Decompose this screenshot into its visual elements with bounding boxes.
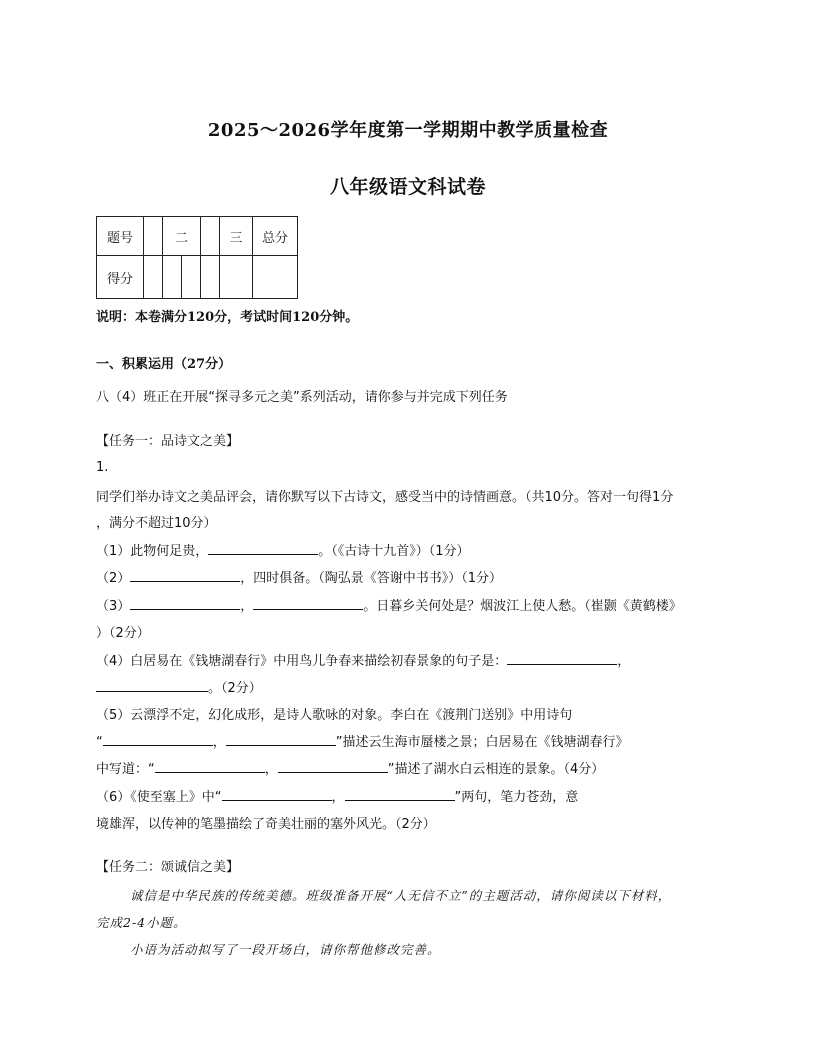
q1-item-6: （6）《使至塞上》中“ ， ”两句，笔力苍劲，意 bbox=[96, 790, 579, 805]
q1-instructions-line2: ，满分不超过10分） bbox=[96, 516, 217, 531]
score-cell-3 bbox=[201, 217, 220, 256]
score-table-header-row bbox=[97, 217, 298, 256]
task2-paragraph2: 小语为活动拟写了一段开场白，请你帮他修改完善。 bbox=[130, 942, 441, 957]
section1-intro: 八（4）班正在开展“探寻多元之美”系列活动，请你参与并完成下列任务 bbox=[96, 390, 508, 405]
score-input-2a bbox=[163, 256, 182, 299]
exam-title: 2025～2026学年度第一学期期中教学质量检查 bbox=[207, 120, 609, 141]
answer-blank[interactable] bbox=[253, 597, 363, 610]
answer-blank[interactable] bbox=[96, 679, 208, 692]
answer-blank[interactable] bbox=[130, 597, 240, 610]
score-input-3 bbox=[201, 256, 220, 299]
score-input-2b bbox=[182, 256, 201, 299]
q1-item-1: （1）此物何足贵， 。（《古诗十九首》）（1分） bbox=[96, 544, 470, 559]
score-cell-2: 二 bbox=[163, 217, 201, 256]
answer-blank[interactable] bbox=[507, 652, 617, 665]
answer-blank[interactable] bbox=[155, 760, 265, 773]
score-input-4 bbox=[220, 256, 253, 299]
score-table bbox=[96, 216, 298, 299]
task2-heading: 【任务二：颂诚信之美】 bbox=[96, 860, 240, 875]
answer-blank[interactable] bbox=[208, 542, 318, 555]
q1-item-5-line3: 中写道：“ ， ”描述了湖水白云相连的景象。（4分） bbox=[96, 762, 605, 777]
score-cell-label: 题号 bbox=[97, 217, 144, 256]
answer-blank[interactable] bbox=[278, 760, 388, 773]
answer-blank[interactable] bbox=[130, 569, 240, 582]
q1-item-3-line2: ）（2分） bbox=[96, 626, 150, 641]
answer-blank[interactable] bbox=[226, 733, 336, 746]
score-table-score-row bbox=[97, 256, 298, 299]
answer-blank[interactable] bbox=[345, 788, 455, 801]
q1-item-6-line2: 境雄浑，以传神的笔墨描绘了奇美壮丽的塞外风光。（2分） bbox=[96, 817, 436, 832]
score-cell-1 bbox=[144, 217, 163, 256]
answer-blank[interactable] bbox=[103, 733, 213, 746]
task2-paragraph1-line2: 完成2-4小题。 bbox=[96, 915, 187, 930]
q1-item-2: （2） ，四时俱备。（陶弘景《答谢中书书》）（1分） bbox=[96, 571, 503, 586]
score-input-1 bbox=[144, 256, 163, 299]
score-row-label: 得分 bbox=[97, 256, 144, 299]
task2-paragraph1-line1: 诚信是中华民族的传统美德。班级准备开展“人无信不立”的主题活动，请你阅读以下材料， bbox=[130, 888, 672, 903]
question-number: 1. bbox=[96, 460, 109, 475]
exam-note: 说明：本卷满分120分，考试时间120分钟。 bbox=[96, 310, 359, 325]
q1-item-5-line2: “ ， ”描述云生海市蜃楼之景；白居易在《钱塘湖春行》 bbox=[96, 735, 629, 750]
score-cell-total: 总分 bbox=[253, 217, 298, 256]
section1-heading: 一、积累运用（27分） bbox=[96, 357, 232, 372]
q1-item-4: （4）白居易在《钱塘湖春行》中用鸟儿争春来描绘初春景象的句子是： ， bbox=[96, 654, 631, 669]
score-cell-4: 三 bbox=[220, 217, 253, 256]
q1-item-4-line2: 。（2分） bbox=[96, 677, 262, 696]
task1-heading: 【任务一：品诗文之美】 bbox=[96, 434, 240, 449]
q1-instructions-line1: 同学们举办诗文之美品评会，请你默写以下古诗文，感受当中的诗情画意。（共10分。答对一句得1分 bbox=[96, 490, 674, 505]
q1-item-3: （3） ， 。日暮乡关何处是？烟波江上使人愁。（崔颢《黄鹤楼》 bbox=[96, 599, 682, 614]
answer-blank[interactable] bbox=[222, 788, 332, 801]
exam-subtitle: 八年级语文科试卷 bbox=[329, 176, 486, 198]
score-input-total bbox=[253, 256, 298, 299]
q1-item-5: （5）云漂浮不定，幻化成形，是诗人歌咏的对象。李白在《渡荆门送别》中用诗句 bbox=[96, 708, 573, 723]
